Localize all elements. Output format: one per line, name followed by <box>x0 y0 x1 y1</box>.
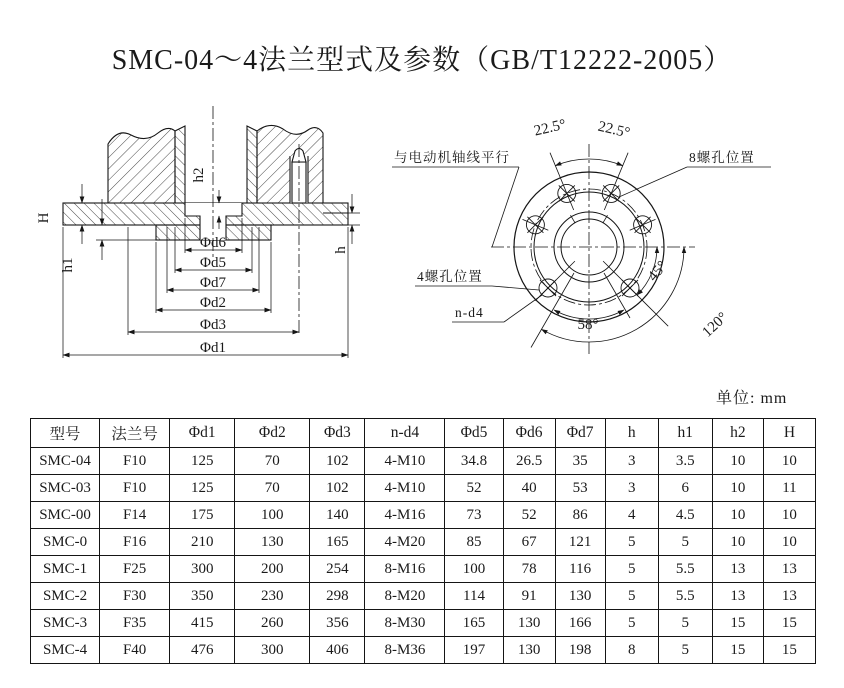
table-cell: 125 <box>170 475 235 502</box>
table-cell: 415 <box>170 610 235 637</box>
table-cell: 5 <box>605 610 658 637</box>
header-cell: h2 <box>712 419 763 448</box>
table-cell: F35 <box>100 610 170 637</box>
table-cell: 5 <box>605 529 658 556</box>
table-cell: F10 <box>100 475 170 502</box>
table-cell: 10 <box>763 502 815 529</box>
table-cell: 10 <box>712 502 763 529</box>
table-cell: 4-M20 <box>365 529 445 556</box>
table-cell: 5.5 <box>658 556 712 583</box>
table-cell: 254 <box>310 556 365 583</box>
table-cell: F30 <box>100 583 170 610</box>
dim-label-d1: Φd1 <box>200 340 226 356</box>
dim-label-h1: h1 <box>60 257 76 273</box>
header-cell: h <box>605 419 658 448</box>
table-cell: 53 <box>555 475 605 502</box>
header-cell: Φd5 <box>445 419 503 448</box>
table-cell: SMC-3 <box>31 610 100 637</box>
table-cell: 130 <box>503 610 555 637</box>
table-cell: 8-M20 <box>365 583 445 610</box>
table-cell: F14 <box>100 502 170 529</box>
table-cell: 86 <box>555 502 605 529</box>
angle-label-58: 58° <box>577 317 599 333</box>
table-header-row <box>31 419 816 448</box>
table-cell: 40 <box>503 475 555 502</box>
table-cell: 130 <box>503 637 555 664</box>
table-row <box>31 448 816 475</box>
table-cell: 356 <box>310 610 365 637</box>
header-cell: Φd1 <box>170 419 235 448</box>
table-cell: 52 <box>503 502 555 529</box>
table-cell: 11 <box>763 475 815 502</box>
table-cell: 10 <box>763 448 815 475</box>
table-cell: 8-M30 <box>365 610 445 637</box>
table-cell: 198 <box>555 637 605 664</box>
front-view-drawing <box>388 98 828 390</box>
header-cell: Φd2 <box>235 419 310 448</box>
table-cell: 70 <box>235 475 310 502</box>
table-wrapper <box>30 418 816 664</box>
table-cell: 10 <box>712 529 763 556</box>
header-cell: n-d4 <box>365 419 445 448</box>
table-cell: SMC-1 <box>31 556 100 583</box>
table-cell: 130 <box>235 529 310 556</box>
table-row <box>31 610 816 637</box>
table-cell: 5 <box>658 529 712 556</box>
flange-section <box>63 149 348 241</box>
table-cell: 5 <box>605 583 658 610</box>
table-cell: 15 <box>763 637 815 664</box>
table-cell: 5.5 <box>658 583 712 610</box>
table-cell: 3 <box>605 448 658 475</box>
table-cell: 91 <box>503 583 555 610</box>
dim-label-h2: h2 <box>191 167 207 183</box>
table-cell: F25 <box>100 556 170 583</box>
dim-label-d2: Φd2 <box>200 295 226 311</box>
table-cell: 5 <box>658 610 712 637</box>
table-cell: 4.5 <box>658 502 712 529</box>
table-row <box>31 583 816 610</box>
table-cell: SMC-00 <box>31 502 100 529</box>
dim-label-d6: Φd6 <box>200 235 226 251</box>
table-cell: 140 <box>310 502 365 529</box>
table-cell: 4-M16 <box>365 502 445 529</box>
table-cell: 73 <box>445 502 503 529</box>
header-cell: h1 <box>658 419 712 448</box>
table-cell: 15 <box>763 610 815 637</box>
table-cell: 4-M10 <box>365 475 445 502</box>
table-cell: 10 <box>763 529 815 556</box>
table-cell: 13 <box>712 556 763 583</box>
table-cell: 350 <box>170 583 235 610</box>
dim-label-d7: Φd7 <box>200 275 226 291</box>
header-cell: 法兰号 <box>100 419 170 448</box>
table-cell: 260 <box>235 610 310 637</box>
dim-label-H: H <box>36 212 52 224</box>
table-cell: 78 <box>503 556 555 583</box>
table-cell: SMC-2 <box>31 583 100 610</box>
table-body <box>31 419 816 664</box>
table-cell: 476 <box>170 637 235 664</box>
header-cell: 型号 <box>31 419 100 448</box>
callout-parallel-axis: 与电动机轴线平行 <box>394 150 510 165</box>
header-cell: Φd7 <box>555 419 605 448</box>
table-cell: 298 <box>310 583 365 610</box>
table-cell: 8-M36 <box>365 637 445 664</box>
table-cell: 52 <box>445 475 503 502</box>
callout-leaders <box>392 167 771 322</box>
table-cell: 34.8 <box>445 448 503 475</box>
table-cell: 121 <box>555 529 605 556</box>
table-cell: 35 <box>555 448 605 475</box>
table-cell: 300 <box>235 637 310 664</box>
table-cell: SMC-4 <box>31 637 100 664</box>
table-cell: 100 <box>445 556 503 583</box>
dim-label-d3: Φd3 <box>200 317 226 333</box>
section-view-drawing <box>30 100 382 385</box>
angle-label-right-22-5: 22.5° <box>596 118 632 142</box>
table-cell: 4-M10 <box>365 448 445 475</box>
table-cell: F10 <box>100 448 170 475</box>
callout-eight-holes: 8螺孔位置 <box>689 150 755 165</box>
unit-label: 单位: mm <box>716 390 788 407</box>
table-cell: F40 <box>100 637 170 664</box>
table-cell: 130 <box>555 583 605 610</box>
table-cell: 230 <box>235 583 310 610</box>
table-cell: 13 <box>763 556 815 583</box>
table-cell: 8 <box>605 637 658 664</box>
table-cell: 10 <box>712 448 763 475</box>
table-cell: 114 <box>445 583 503 610</box>
table-row <box>31 529 816 556</box>
angle-label-120: 120° <box>699 309 732 341</box>
table-cell: 166 <box>555 610 605 637</box>
table-cell: 85 <box>445 529 503 556</box>
table-row <box>31 475 816 502</box>
table-cell: SMC-0 <box>31 529 100 556</box>
table-cell: 100 <box>235 502 310 529</box>
header-cell: H <box>763 419 815 448</box>
table-cell: 15 <box>712 610 763 637</box>
dim-label-h: h <box>333 246 349 254</box>
header-cell: Φd6 <box>503 419 555 448</box>
table-cell: F16 <box>100 529 170 556</box>
table-cell: 3 <box>605 475 658 502</box>
table-cell: 15 <box>712 637 763 664</box>
table-cell: 165 <box>445 610 503 637</box>
callout-four-holes: 4螺孔位置 <box>417 269 483 284</box>
table-cell: 70 <box>235 448 310 475</box>
table-row <box>31 637 816 664</box>
table-cell: 13 <box>763 583 815 610</box>
table-cell: 13 <box>712 583 763 610</box>
parameter-table <box>30 418 816 664</box>
table-row <box>31 502 816 529</box>
page-title: SMC-04～4法兰型式及参数（GB/T12222-2005） <box>111 45 733 76</box>
table-cell: 4 <box>605 502 658 529</box>
angle-label-45: 45° <box>645 258 671 285</box>
angle-arcs <box>542 159 685 342</box>
table-cell: 10 <box>712 475 763 502</box>
table-cell: 300 <box>170 556 235 583</box>
callout-n-d4: n-d4 <box>455 305 484 320</box>
table-cell: 200 <box>235 556 310 583</box>
table-cell: SMC-03 <box>31 475 100 502</box>
table-cell: 165 <box>310 529 365 556</box>
dim-label-d5: Φd5 <box>200 255 226 271</box>
table-cell: 197 <box>445 637 503 664</box>
table-cell: 26.5 <box>503 448 555 475</box>
table-cell: 67 <box>503 529 555 556</box>
table-row <box>31 556 816 583</box>
table-cell: 6 <box>658 475 712 502</box>
table-cell: 125 <box>170 448 235 475</box>
header-cell: Φd3 <box>310 419 365 448</box>
table-cell: 102 <box>310 448 365 475</box>
table-cell: 406 <box>310 637 365 664</box>
table-cell: 102 <box>310 475 365 502</box>
table-cell: 3.5 <box>658 448 712 475</box>
table-cell: 5 <box>605 556 658 583</box>
table-cell: 210 <box>170 529 235 556</box>
table-cell: 116 <box>555 556 605 583</box>
angle-label-left-22-5: 22.5° <box>532 116 568 140</box>
table-cell: SMC-04 <box>31 448 100 475</box>
table-cell: 5 <box>658 637 712 664</box>
table-cell: 175 <box>170 502 235 529</box>
table-cell: 8-M16 <box>365 556 445 583</box>
